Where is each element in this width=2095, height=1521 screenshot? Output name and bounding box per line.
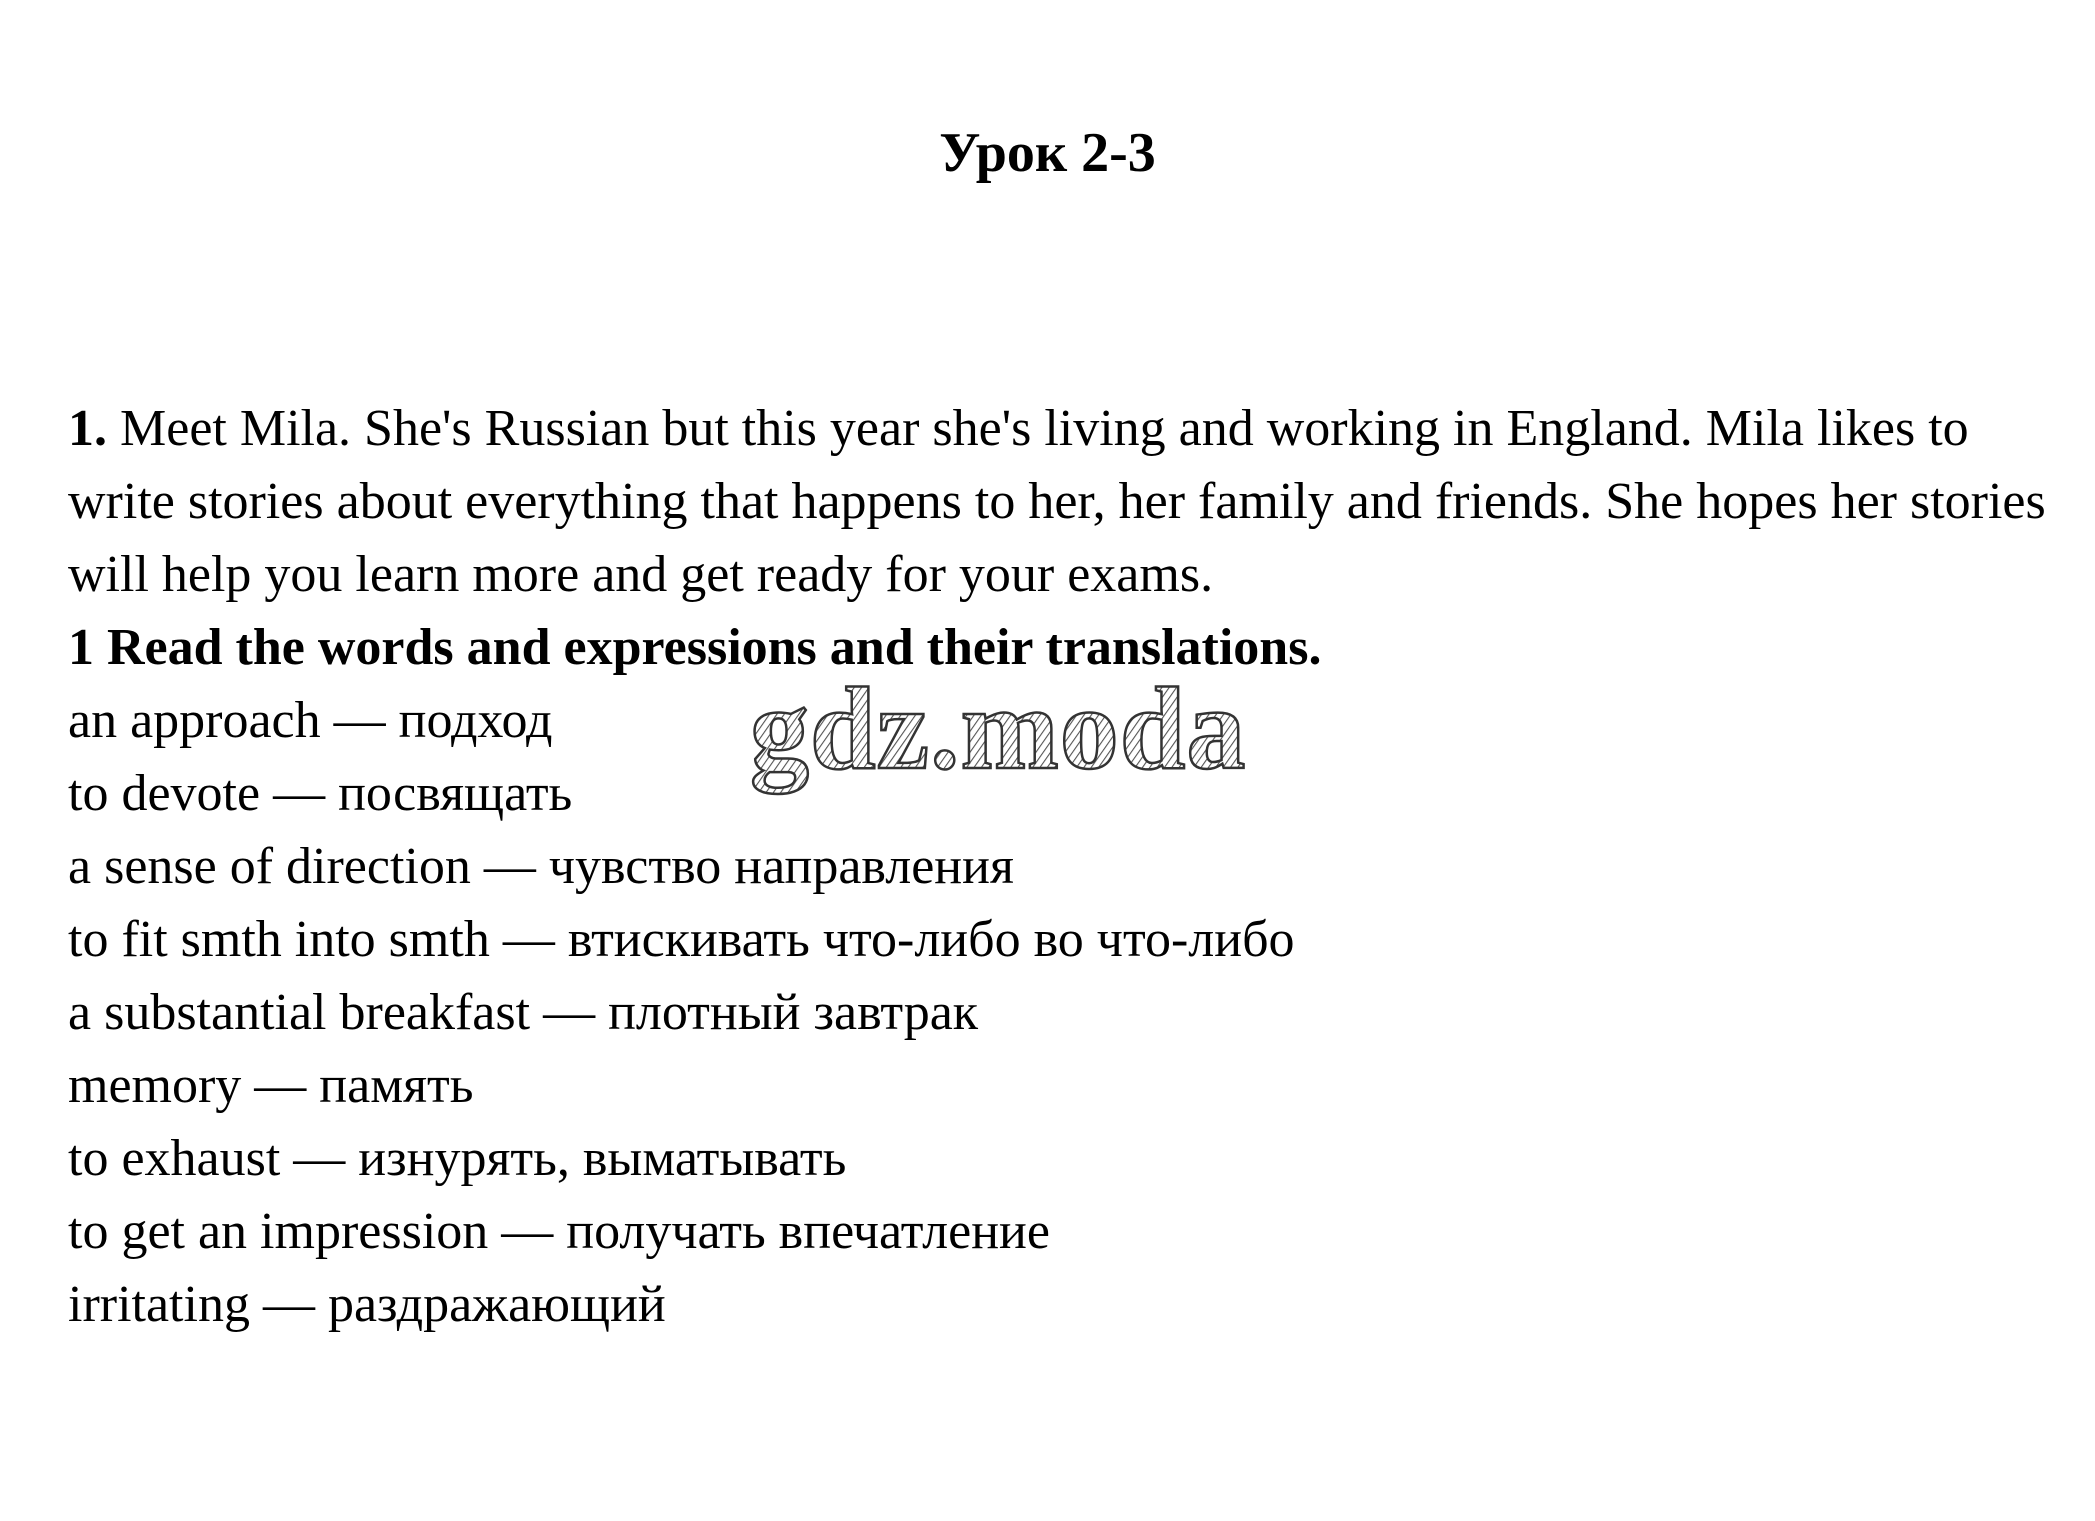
vocabulary-translation: изнурять, выматывать (358, 1130, 847, 1187)
vocabulary-term: to fit smth into smth (68, 911, 490, 968)
vocabulary-dash: — (530, 984, 609, 1041)
vocabulary-term: to devote (68, 765, 261, 822)
vocabulary-item (68, 1268, 2068, 1341)
vocabulary-translation: раздражающий (327, 1276, 666, 1333)
vocabulary-term: an approach (68, 692, 321, 749)
vocabulary-item (68, 1122, 2068, 1195)
vocabulary-term: to exhaust (68, 1130, 281, 1187)
vocabulary-translation: плотный завтрак (608, 984, 979, 1041)
vocabulary-term: irritating (68, 1276, 250, 1333)
vocabulary-dash: — (241, 1057, 320, 1114)
watermark-text: gdz.moda (750, 668, 1247, 794)
vocabulary-item (68, 976, 2068, 1049)
vocabulary-item (68, 830, 2068, 903)
vocabulary-dash: — (249, 1276, 328, 1333)
vocabulary-dash: — (489, 911, 568, 968)
vocabulary-dash: — (260, 765, 339, 822)
vocabulary-translation: получать впечатление (566, 1203, 1050, 1260)
vocabulary-dash: — (320, 692, 399, 749)
vocabulary-item (68, 1049, 2068, 1122)
vocabulary-term: to get an impression (68, 1203, 489, 1260)
exercise-block (68, 392, 2068, 1341)
vocabulary-translation: подход (398, 692, 553, 749)
exercise-intro (68, 392, 2068, 611)
vocabulary-item (68, 1195, 2068, 1268)
watermark-logo (750, 668, 1350, 808)
vocabulary-term: memory (68, 1057, 242, 1114)
page-title: Урок 2-3 (939, 122, 1156, 184)
vocabulary-translation: чувство направления (548, 838, 1014, 895)
vocabulary-dash: — (280, 1130, 359, 1187)
vocabulary-dash: — (488, 1203, 567, 1260)
exercise-number: 1. (68, 400, 107, 457)
vocabulary-term: a substantial breakfast (68, 984, 531, 1041)
vocabulary-translation: память (319, 1057, 474, 1114)
vocabulary-translation: посвящать (338, 765, 573, 822)
vocabulary-dash: — (470, 838, 549, 895)
vocabulary-translation: втискивать что-либо во что-либо (567, 911, 1295, 968)
vocabulary-term: a sense of direction (68, 838, 471, 895)
vocabulary-item (68, 903, 2068, 976)
exercise-intro-text: Meet Mila. She's Russian but this year she's living and working in England. Mila likes to write stories about everything that happens to her, her family and friends. She hopes her stories will help you learn more and get ready for your exams. (68, 400, 2046, 603)
exercise-instruction: 1 Read the words and expressions and their translations. (68, 619, 1322, 676)
